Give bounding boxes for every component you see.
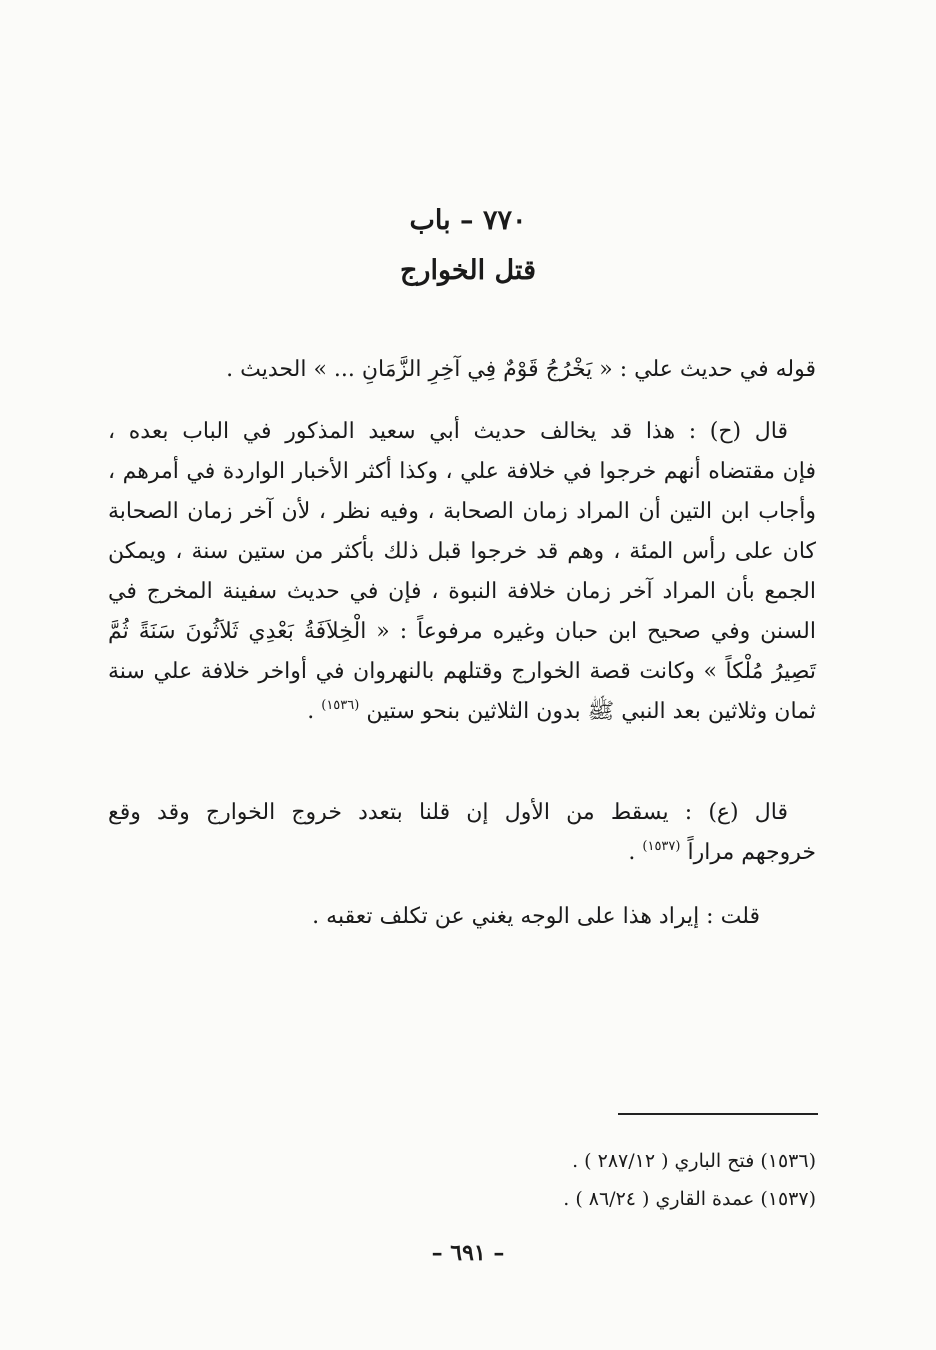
- text-line-with-footnote: [108, 833, 816, 876]
- paragraph-4: [108, 897, 816, 937]
- footnote-1536: (١٥٣٦) فتح الباري ( ٢٨٧/١٢ ) .: [572, 1150, 816, 1172]
- text-line-with-footnote: [108, 692, 816, 735]
- text-line: فإن مقتضاه أنهم خرجوا في خلافة علي ، وكذا أكثر الأخبار الواردة في أمرهم ،: [108, 459, 816, 484]
- page-number: – ٦٩١ –: [431, 1240, 505, 1266]
- text-line: ثمان وثلاثين بعد النبي ﷺ بدون الثلاثين بنحو ستين: [366, 699, 816, 724]
- chapter-number-title: ٧٧٠ – باب: [409, 205, 527, 236]
- footnote-ref-1536[interactable]: (١٥٣٦): [321, 698, 360, 713]
- paragraph-2: [108, 412, 816, 735]
- sentence-end: .: [628, 840, 643, 865]
- text-line: قال (ح) : هذا قد يخالف حديث أبي سعيد المذكور في الباب بعده ،: [108, 419, 788, 444]
- chapter-subtitle: قتل الخوارج: [400, 255, 536, 286]
- text-line: تَصِيرُ مُلْكاً » وكانت قصة الخوارج وقتلهم بالنهروان في أواخر خلافة علي سنة: [108, 659, 816, 684]
- text-line: وأجاب ابن التين أن المراد زمان الصحابة ، وفيه نظر ، لأن آخر زمان الصحابة: [108, 499, 816, 524]
- footnotes: [108, 1142, 816, 1218]
- text-line: كان على رأس المئة ، وهم قد خرجوا قبل ذلك بأكثر من ستين سنة ، ويمكن: [108, 539, 816, 564]
- text-line: قلت : إيراد هذا على الوجه يغني عن تكلف تعقبه .: [312, 904, 760, 929]
- text-line: الجمع بأن المراد آخر زمان خلافة النبوة ، فإن في حديث سفينة المخرج في: [108, 579, 816, 604]
- text-line: خروجهم مراراً: [687, 840, 816, 865]
- sentence-end: .: [307, 699, 322, 724]
- text-line: قوله في حديث علي : « يَخْرُجُ قَوْمٌ فِي آخِرِ الزَّمَانِ ... » الحديث .: [226, 357, 816, 382]
- footnote-ref-1537[interactable]: (١٥٣٧): [642, 839, 681, 854]
- paragraph-1: [108, 350, 816, 390]
- footnote-divider: [618, 1113, 818, 1115]
- text-line: السنن وفي صحيح ابن حبان وغيره مرفوعاً : « الْخِلاَفَةُ بَعْدِي ثَلاَثُونَ سَنَةً ثُمَّ: [108, 619, 816, 644]
- paragraph-3: [108, 793, 816, 876]
- text-line: قال (ع) : يسقط من الأول إن قلنا بتعدد خروج الخوارج وقد وقع: [108, 800, 788, 825]
- footnote-1537: (١٥٣٧) عمدة القاري ( ٨٦/٢٤ ) .: [563, 1188, 816, 1210]
